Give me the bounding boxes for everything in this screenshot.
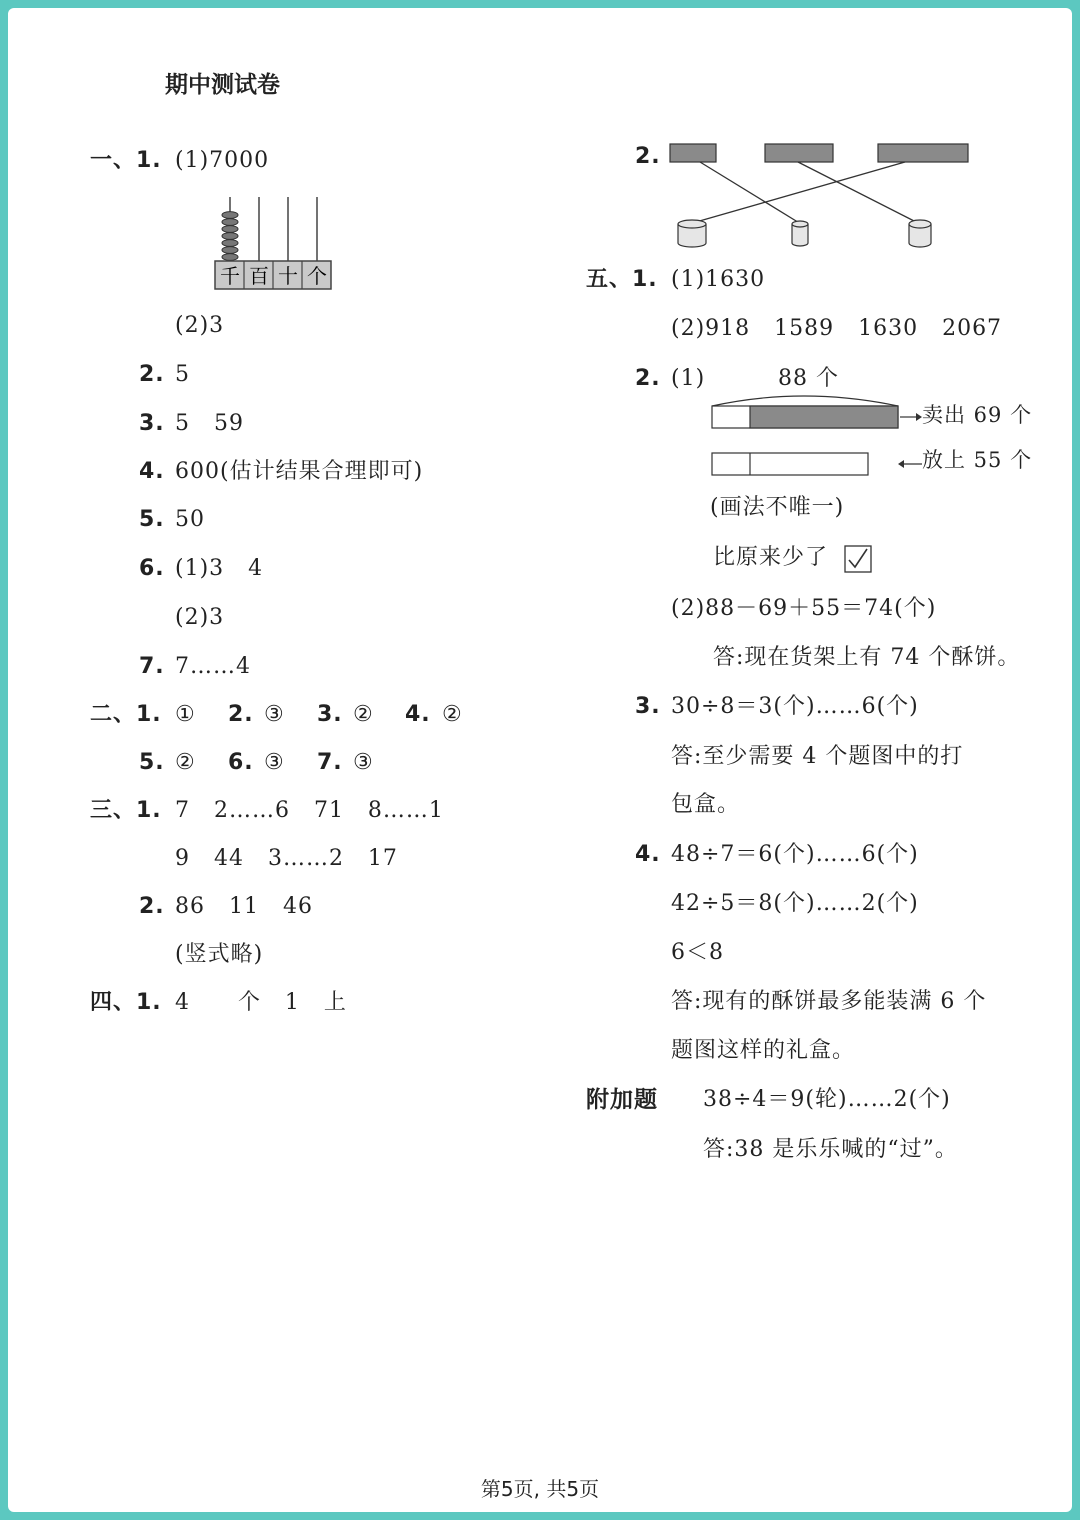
s5-q2b: (2)88－69＋55＝74(个) xyxy=(671,596,937,621)
s2-n2: 2. xyxy=(228,702,254,727)
s5-q4-answer-1: 答:现有的酥饼最多能装满 6 个 xyxy=(671,989,987,1014)
s1-q6a: (1)3 4 xyxy=(175,556,264,581)
s1-q2-num: 2. xyxy=(139,362,165,387)
abacus-bead xyxy=(222,233,238,240)
s1-q7: 7……4 xyxy=(175,654,251,679)
s1-q3: 5 59 xyxy=(175,411,244,436)
s2-n7: 7. xyxy=(317,750,343,775)
bar-sold-label: 卖出 69 个 xyxy=(922,403,1033,427)
s1-q4: 600(估计结果合理即可) xyxy=(175,459,424,484)
bonus-question: 38÷4＝9(轮)……2(个) xyxy=(703,1087,951,1112)
r2-num: 2. xyxy=(635,144,661,169)
s1-q1a: (1)7000 xyxy=(175,148,270,173)
s4-q1: 4 个 1 上 xyxy=(175,990,347,1015)
s2-n6: 6. xyxy=(228,750,254,775)
s5-q3-answer-1: 答:至少需要 4 个题图中的打 xyxy=(671,744,964,769)
abacus-label-ten: 十 xyxy=(278,264,298,288)
s1-q3-num: 3. xyxy=(139,411,165,436)
s2-n3: 3. xyxy=(317,702,343,727)
s5-q2-answer: 答:现在货架上有 74 个酥饼。 xyxy=(713,645,1021,670)
s3-q2-num: 2. xyxy=(139,894,165,919)
s5-q3-num: 3. xyxy=(635,694,661,719)
s5-q4b: 42÷5＝8(个)……2(个) xyxy=(671,891,919,916)
abacus-bead xyxy=(222,212,238,219)
abacus-bead xyxy=(222,240,238,247)
matching-diagram xyxy=(658,138,988,253)
s5-q3-answer-2: 包盒。 xyxy=(671,792,741,817)
s1-q7-num: 7. xyxy=(139,654,165,679)
s5-q4c: 6＜8 xyxy=(671,940,724,965)
page-title: 期中测试卷 xyxy=(165,72,280,98)
s2-a5: ② xyxy=(175,750,196,775)
s5-q3: 30÷8＝3(个)……6(个) xyxy=(671,694,919,719)
bar-top-label: 88 个 xyxy=(778,366,839,391)
section-5-label: 五、1. xyxy=(586,267,658,292)
s1-q4-num: 4. xyxy=(139,459,165,484)
s2-a3: ② xyxy=(353,702,374,727)
section-2-label: 二、1. xyxy=(90,702,162,727)
s5-q4-num: 4. xyxy=(635,842,661,867)
s2-a2: ③ xyxy=(264,702,285,727)
abacus-label-thousand: 千 xyxy=(220,264,240,288)
s1-q1b: (2)3 xyxy=(175,313,225,338)
abacus-diagram xyxy=(213,193,338,293)
s1-q2: 5 xyxy=(175,362,190,387)
checkmark-box-icon xyxy=(844,545,872,573)
abacus-label-one: 个 xyxy=(307,264,327,288)
abacus-bead xyxy=(222,226,238,233)
s1-q6b: (2)3 xyxy=(175,605,225,630)
s5-q1b: (2)918 1589 1630 2067 xyxy=(671,316,1003,341)
bonus-answer: 答:38 是乐乐喊的“过”。 xyxy=(703,1137,958,1162)
s5-q4a: 48÷7＝6(个)……6(个) xyxy=(671,842,919,867)
s5-q4-answer-2: 题图这样的礼盒。 xyxy=(671,1038,856,1063)
s1-q5-num: 5. xyxy=(139,507,165,532)
s1-q5: 50 xyxy=(175,507,205,532)
bar-note: (画法不唯一) xyxy=(710,495,845,520)
abacus-bead xyxy=(222,247,238,254)
abacus-bead xyxy=(222,254,238,261)
s2-a1: ① xyxy=(175,702,196,727)
compare-text: 比原来少了 xyxy=(713,545,829,570)
answer-page xyxy=(8,8,1072,1512)
s5-q2-num: 2. xyxy=(635,366,661,391)
bonus-label: 附加题 xyxy=(586,1087,658,1113)
s3-q1a: 7 2……6 71 8……1 xyxy=(175,798,444,823)
abacus-label-hundred: 百 xyxy=(249,264,269,288)
s3-q2b: (竖式略) xyxy=(175,942,264,967)
section-1-label: 一、1. xyxy=(90,148,162,173)
s3-q1b: 9 44 3……2 17 xyxy=(175,846,398,871)
bar-added-label: 放上 55 个 xyxy=(922,448,1033,472)
s5-q1a: (1)1630 xyxy=(671,267,766,292)
s5-q2a: (1) xyxy=(671,366,706,391)
s2-n5: 5. xyxy=(139,750,165,775)
section-4-label: 四、1. xyxy=(90,990,162,1015)
abacus-bead xyxy=(222,219,238,226)
s3-q2: 86 11 46 xyxy=(175,894,313,919)
s1-q6-num: 6. xyxy=(139,556,165,581)
page-footer: 第5页, 共5页 xyxy=(480,1477,600,1501)
s2-a4: ② xyxy=(442,702,463,727)
s2-a7: ③ xyxy=(353,750,374,775)
s2-n4: 4. xyxy=(405,702,431,727)
section-3-label: 三、1. xyxy=(90,798,162,823)
s2-a6: ③ xyxy=(264,750,285,775)
